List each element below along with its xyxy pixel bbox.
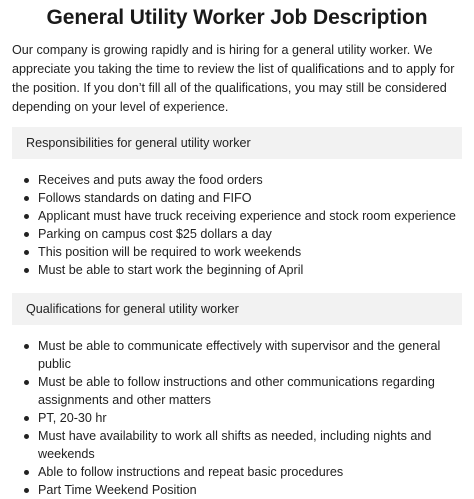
list-item-text: Must be able to start work the beginning of April <box>38 263 304 277</box>
qualifications-list <box>12 337 462 499</box>
list-item <box>24 373 462 409</box>
list-item <box>24 337 462 373</box>
list-item-text: PT, 20-30 hr <box>38 411 107 425</box>
bullet-icon <box>24 344 29 349</box>
list-item <box>24 481 462 499</box>
list-item-text: Follows standards on dating and FIFO <box>38 191 252 205</box>
list-item-text: Part Time Weekend Position <box>38 483 197 497</box>
list-item <box>24 409 462 427</box>
list-item <box>24 207 462 225</box>
bullet-icon <box>24 250 29 255</box>
list-item <box>24 243 462 261</box>
bullet-icon <box>24 434 29 439</box>
list-item-text: Must be able to communicate effectively with supervisor and the general public <box>38 339 441 371</box>
list-item-text: Able to follow instructions and repeat basic procedures <box>38 465 344 479</box>
list-item <box>24 463 462 481</box>
list-item <box>24 171 462 189</box>
bullet-icon <box>24 214 29 219</box>
bullet-icon <box>24 416 29 421</box>
responsibilities-header: Responsibilities for general utility worker <box>12 127 462 159</box>
responsibilities-list <box>12 171 462 279</box>
list-item-text: This position will be required to work weekends <box>38 245 302 259</box>
bullet-icon <box>24 196 29 201</box>
qualifications-header: Qualifications for general utility worker <box>12 293 462 325</box>
list-item-text: Must be able to follow instructions and other communications regarding assignments and other matters <box>38 375 435 407</box>
bullet-icon <box>24 488 29 493</box>
intro-paragraph: Our company is growing rapidly and is hiring for a general utility worker. We appreciate you taking the time to review the list of qualifications and to apply for the position. If you don’t fill all of the qualifications, you may still be considered depending on your level of experience. <box>12 43 455 114</box>
list-item-text: Receives and puts away the food orders <box>38 173 263 187</box>
page-title: General Utility Worker Job Description <box>46 6 428 29</box>
list-item <box>24 261 462 279</box>
bullet-icon <box>24 268 29 273</box>
list-item-text: Parking on campus cost $25 dollars a day <box>38 227 272 241</box>
bullet-icon <box>24 470 29 475</box>
list-item <box>24 427 462 463</box>
list-item-text: Must have availability to work all shifts as needed, including nights and weekends <box>38 429 432 461</box>
bullet-icon <box>24 178 29 183</box>
list-item <box>24 225 462 243</box>
list-item-text: Applicant must have truck receiving experience and stock room experience <box>38 209 456 223</box>
bullet-icon <box>24 232 29 237</box>
bullet-icon <box>24 380 29 385</box>
list-item <box>24 189 462 207</box>
